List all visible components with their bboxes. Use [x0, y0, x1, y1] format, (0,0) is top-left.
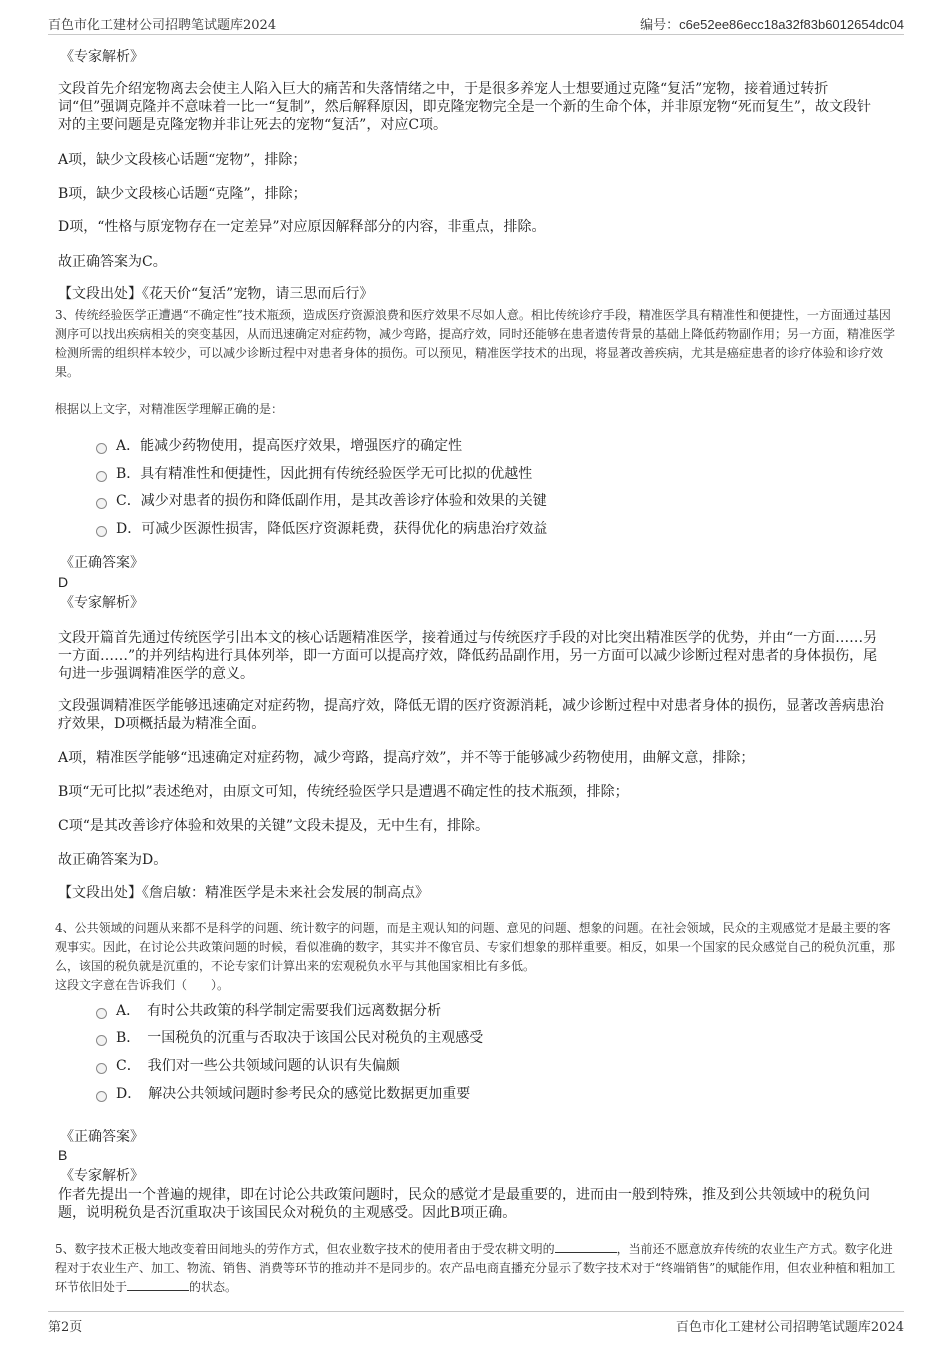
- page-header: [48, 14, 904, 35]
- q4-option-a[interactable]: [96, 1002, 441, 1020]
- q2-analysis-paragraph: 文段首先介绍宠物离去会使主人陷入巨大的痛苦和失落情绪之中，于是很多养宠人士想要通过克隆“复活”宠物，接着通过转折词“但”强调克隆并不意味着一比一“复制”，然后解释原因，即克隆宠物完全是一个新的生命个体，并非原宠物“死而复生”，故文段针对的主要问题是克隆宠物并非让死去的宠物“复活”，对应C项。: [58, 81, 871, 133]
- q2-analysis-b: B项，缺少文段核心话题“克隆”，排除；: [58, 186, 307, 202]
- q3-answer: D: [58, 574, 69, 590]
- fill-blank-2[interactable]: [127, 1278, 189, 1291]
- q3-option-c[interactable]: [96, 492, 547, 510]
- q2-source: 【文段出处】《花天价“复活”宠物，请三思而后行》: [58, 286, 374, 302]
- q4-option-b[interactable]: [96, 1029, 483, 1047]
- option-label: D．可减少医源性损害，降低医疗资源耗费，获得优化的病患治疗效益: [116, 521, 548, 537]
- q3-source: 【文段出处】《詹启敏：精准医学是未来社会发展的制高点》: [58, 885, 429, 901]
- radio-icon[interactable]: [96, 471, 107, 482]
- q4-answer-label: 《正确答案》: [60, 1129, 144, 1145]
- option-label: A．能减少药物使用，提高医疗效果，增强医疗的确定性: [116, 438, 463, 454]
- q4-option-c[interactable]: [96, 1057, 400, 1075]
- q4-option-d[interactable]: [96, 1085, 470, 1103]
- q3-stem: 3、传统经验医学正遭遇“不确定性”技术瓶颈，造成医疗资源浪费和医疗效果不尽如人意。相比传统诊疗手段，精准医学具有精准性和便捷性，一方面通过基因测序可以找出疾病相关的突变基因，从而迅速确定对症药物，减少弯路，提高疗效，同时还能够在患者遗传背景的基础上降低药物副作用；另一方面，精准医学检测所需的组织样本较少，可以减少诊断过程中对患者身体的损伤。可以预见，精准医学技术的出现，将显著改善疾病，尤其是癌症患者的诊疗体验和诊疗效果。: [55, 308, 896, 379]
- q4-analysis-label: 《专家解析》: [60, 1168, 144, 1184]
- q3-answer-label: 《正确答案》: [60, 555, 144, 571]
- q3-analysis-a: A项，精准医学能够“迅速确定对症药物，减少弯路，提高疗效”，并不等于能够减少药物使用，曲解文意，排除；: [58, 750, 755, 766]
- q4-answer: B: [58, 1147, 68, 1163]
- radio-icon[interactable]: [96, 1091, 107, 1102]
- radio-icon[interactable]: [96, 1063, 107, 1074]
- q3-question: 根据以上文字，对精准医学理解正确的是：: [55, 402, 284, 416]
- q4-analysis: 作者先提出一个普遍的规律，即在讨论公共政策问题时，民众的感觉才是最重要的，进而由一般到特殊，推及到公共领域中的税负问题，说明税负是否沉重取决于该国民众对税负的主观感受。因此B项正确。: [58, 1187, 870, 1221]
- q2-analysis-a: A项，缺少文段核心话题“宠物”，排除；: [58, 152, 307, 168]
- q2-analysis-d: D项，“性格与原宠物存在一定差异”对应原因解释部分的内容，非重点，排除。: [58, 219, 546, 235]
- q3-analysis-c: C项“是其改善诊疗体验和效果的关键”文段未提及，无中生有，排除。: [58, 818, 490, 834]
- q2-answer-statement: 故正确答案为C。: [58, 254, 167, 270]
- q3-option-b[interactable]: [96, 465, 532, 483]
- q5-stem-part-1: 5、数字技术正极大地改变着田间地头的劳作方式，但农业数字技术的使用者由于受农耕文明的: [55, 1242, 555, 1256]
- option-label: D． 解决公共领域问题时参考民众的感觉比数据更加重要: [116, 1086, 471, 1102]
- option-label: C．减少对患者的损伤和降低副作用，是其改善诊疗体验和效果的关键: [116, 493, 547, 509]
- q3-analysis-label: 《专家解析》: [60, 595, 144, 611]
- page-footer: [48, 1311, 904, 1334]
- q2-analysis-label: 《专家解析》: [60, 49, 144, 65]
- option-label: C． 我们对一些公共领域问题的认识有失偏颇: [116, 1058, 400, 1074]
- q5-stem-part-3: 的状态。: [189, 1280, 238, 1294]
- radio-icon[interactable]: [96, 443, 107, 454]
- radio-icon[interactable]: [96, 1008, 107, 1019]
- q3-option-d[interactable]: [96, 520, 547, 538]
- footer-page: 第2页: [48, 1320, 83, 1335]
- q3-answer-statement: 故正确答案为D。: [58, 852, 168, 868]
- q4-question: 这段文字意在告诉我们（ ）。: [55, 978, 230, 992]
- option-label: B．具有精准性和便捷性，因此拥有传统经验医学无可比拟的优越性: [116, 466, 533, 482]
- q4-stem: 4、公共领域的问题从来都不是科学的问题、统计数字的问题，而是主观认知的问题、意见的问题、想象的问题。在社会领域，民众的主观感觉才是最主要的客观事实。因此，在讨论公共政策问题的时候，看似准确的数字，其实并不像官员、专家们想象的那样重要。相反，如果一个国家的民众感觉自己的税负沉重，那么，该国的税负就是沉重的，不论专家们计算出来的宏观税负水平与其他国家相比有多低。: [55, 921, 896, 973]
- radio-icon[interactable]: [96, 498, 107, 509]
- q3-analysis-1: 文段开篇首先通过传统医学引出本文的核心话题精准医学，接着通过与传统医疗手段的对比突出精准医学的优势，并由“一方面……另一方面……”的并列结构进行具体列举，即一方面可以提高疗效，降低药品副作用，另一方面可以减少诊断过程对患者的身体损伤，尾句进一步强调精准医学的意义。: [58, 630, 878, 682]
- fill-blank-1[interactable]: [555, 1240, 617, 1253]
- header-code: 编号：c6e52ee86ecc18a32f83b6012654dc04: [640, 17, 904, 32]
- radio-icon[interactable]: [96, 526, 107, 537]
- option-label: B． 一国税负的沉重与否取决于该国公民对税负的主观感受: [116, 1030, 484, 1046]
- q3-option-a[interactable]: [96, 437, 462, 455]
- q3-analysis-b: B项“无可比拟”表述绝对，由原文可知，传统经验医学只是遭遇不确定性的技术瓶颈，排除；: [58, 784, 629, 800]
- footer-title: 百色市化工建材公司招聘笔试题库2024: [675, 1320, 904, 1335]
- q5-stem: [55, 1240, 897, 1297]
- option-label: A． 有时公共政策的科学制定需要我们远离数据分析: [116, 1003, 442, 1019]
- q5-stem-part-2: ，当前还不愿意放弃传统的农业生产方式。数字化进程对于农业生产、加工、物流、销售、消费等环节的推动并不是同步的。农产品电商直播充分显示了数字技术对于“终端销售”的赋能作用，但农业种植和粗加工环节依旧处于: [55, 1242, 896, 1294]
- q3-analysis-2: 文段强调精准医学能够迅速确定对症药物，提高疗效，降低无谓的医疗资源消耗，减少诊断过程中对患者身体的损伤，显著改善病患治疗效果，D项概括最为精准全面。: [58, 698, 884, 732]
- radio-icon[interactable]: [96, 1035, 107, 1046]
- header-title: 百色市化工建材公司招聘笔试题库2024: [48, 18, 277, 33]
